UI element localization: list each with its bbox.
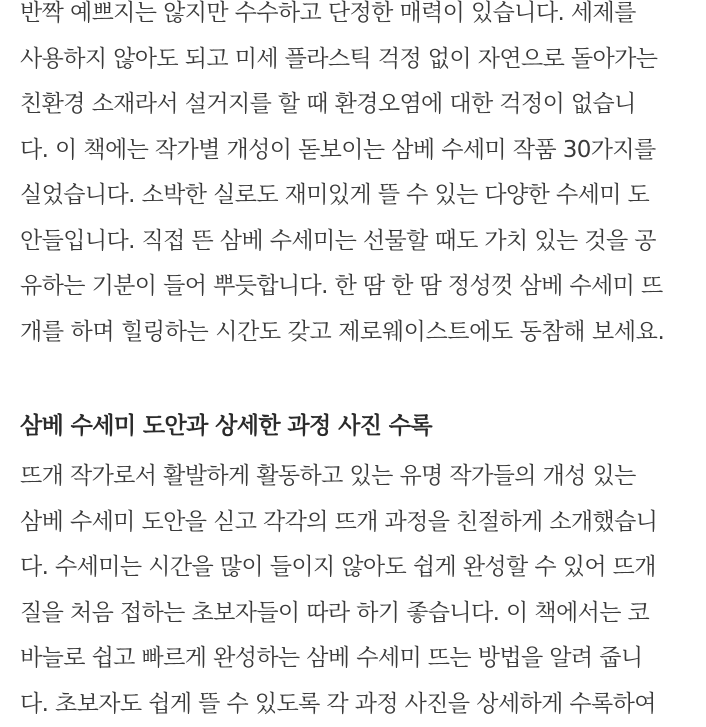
section-spacer xyxy=(20,355,686,406)
text-line: 유하는 기분이 들어 뿌듯합니다. 한 땀 한 땀 정성껏 삼베 수세미 뜨 xyxy=(20,264,686,310)
text-line: 다. 수세미는 시간을 많이 들이지 않아도 쉽게 완성할 수 있어 뜨개 xyxy=(20,545,686,591)
section-heading: 삼베 수세미 도안과 상세한 과정 사진 수록 xyxy=(20,406,686,446)
text-line: 반짝 예쁘지는 않지만 수수하고 단정한 매력이 있습니다. 세제를 xyxy=(20,0,686,37)
text-line: 다. 이 책에는 작가별 개성이 돋보이는 삼베 수세미 작품 30가지를 xyxy=(20,128,686,174)
text-line: 개를 하며 힐링하는 시간도 갖고 제로웨이스트에도 동참해 보세요. xyxy=(20,310,686,356)
detail-paragraph xyxy=(20,454,686,727)
text-line: 질을 처음 접하는 초보자들이 따라 하기 좋습니다. 이 책에서는 코 xyxy=(20,591,686,637)
intro-paragraph xyxy=(20,0,686,355)
text-line: 삼베 수세미 도안을 싣고 각각의 뜨개 과정을 친절하게 소개했습니 xyxy=(20,500,686,546)
text-line: 바늘로 쉽고 빠르게 완성하는 삼베 수세미 뜨는 방법을 알려 줍니 xyxy=(20,636,686,682)
text-line: 친환경 소재라서 설거지를 할 때 환경오염에 대한 걱정이 없습니 xyxy=(20,82,686,128)
text-line: 실었습니다. 소박한 실로도 재미있게 뜰 수 있는 다양한 수세미 도 xyxy=(20,173,686,219)
text-line: 사용하지 않아도 되고 미세 플라스틱 걱정 없이 자연으로 돌아가는 xyxy=(20,37,686,83)
text-line: 뜨개 작가로서 활발하게 활동하고 있는 유명 작가들의 개성 있는 xyxy=(20,454,686,500)
text-line: 안들입니다. 직접 뜬 삼베 수세미는 선물할 때도 가치 있는 것을 공 xyxy=(20,219,686,265)
text-line: 다. 초보자도 쉽게 뜰 수 있도록 각 과정 사진을 상세하게 수록하여 xyxy=(20,682,686,727)
